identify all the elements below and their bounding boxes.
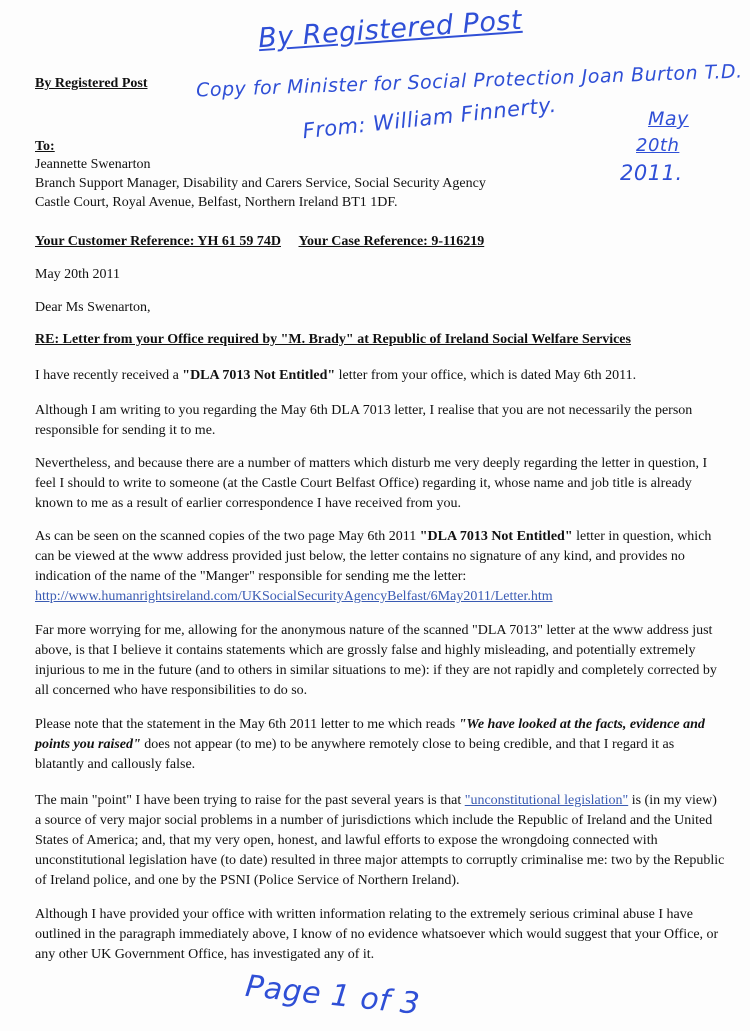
handwritten-date-year: 2011. (620, 161, 683, 185)
paragraph-6: Please note that the statement in the May 6th 2011 letter to me which reads "We have looked at the facts, evidence and points you raised" does not appear (to me) to be anywhere remotely close to being credible, and that I regard it as blatantly and callously false. (35, 717, 705, 772)
handwritten-copy-note: Copy for Minister for Social Protection Joan Burton T.D. (195, 60, 744, 102)
handwritten-page-number: Page 1 of 3 (243, 968, 422, 1023)
letter-scan-link[interactable]: http://www.humanrightsireland.com/UKSocialSecurityAgencyBelfast/6May2011/Letter.htm (35, 589, 553, 604)
handwritten-date-day: 20th (636, 135, 680, 156)
paragraph-7: The main "point" I have been trying to raise for the past several years is that "unconstitutional legislation" is (in my view) a source of very major social problems in a number of jurisdictions which include the Republic of Ireland and the United States of America; and, that my very open, honest, and lawful efforts to expose the wrongdoing connected with unconstitutional legislation have (to date) resulted in three major attempts to corruptly criminalise me: two by the Republic of Ireland police, and one by the PSNI (Police Service of Northern Ireland). (35, 793, 725, 888)
case-reference: Your Case Reference: 9-116219 (298, 234, 485, 249)
unconstitutional-legislation-link[interactable]: "unconstitutional legislation" (464, 793, 629, 808)
subject-line: RE: Letter from your Office required by "M. Brady" at Republic of Ireland Social Welfare Services (35, 332, 631, 347)
paragraph-1: I have recently received a "DLA 7013 Not Entitled" letter from your office, which is dated May 6th 2011. (35, 368, 637, 383)
paragraph-3: Nevertheless, and because there are a number of matters which disturb me very deeply regarding the letter in question, I feel I should to write to someone (at the Castle Court Belfast Office) regarding it, whose name and job title is already known to me as a result of earlier correspondence I have received from you. (35, 456, 708, 511)
paragraph-8: Although I have provided your office with written information relating to the extremely serious criminal abuse I have outlined in the paragraph immediately above, I know of no evidence whatsoever which would suggest that your Office, or any other UK Government Office, has investigated any of it. (35, 907, 719, 962)
paragraph-5: Far more worrying for me, allowing for the anonymous nature of the scanned "DLA 7013" letter at the www address just above, is that I believe it contains statements which are grossly false and highly misleading, and potentially extremely injurious to me in the future (and to others in similar situations to me): if they are not rapidly and completely corrected by all concerned who have responsibilities to do so. (35, 623, 717, 698)
letter-date: May 20th 2011 (35, 267, 121, 282)
handwritten-date-month: May (648, 108, 689, 130)
handwritten-header: By Registered Post (257, 4, 524, 55)
reference-line (35, 232, 725, 252)
handwritten-from-note: From: William Finnerty. (301, 92, 558, 144)
customer-reference: Your Customer Reference: YH 61 59 74D (35, 234, 281, 249)
salutation: Dear Ms Swenarton, (35, 300, 151, 315)
registered-post-heading: By Registered Post (35, 76, 148, 91)
to-label: To: (35, 139, 55, 154)
paragraph-2: Although I am writing to you regarding the May 6th DLA 7013 letter, I realise that you are not necessarily the person responsible for sending it to me. (35, 403, 693, 438)
paragraph-4: As can be seen on the scanned copies of the two page May 6th 2011 "DLA 7013 Not Entitled" letter in question, which can be viewed at the www address provided just below, the letter contains no signature of any kind, and provides no indication of the name of the "Manger" responsible for sending me the letter: http://www.humanrightsireland.com/UKSocialSecurityAgencyBelfast/6May2011/Letter.htm (35, 529, 712, 604)
recipient-name: Jeannette Swenarton (35, 157, 151, 172)
recipient-title: Branch Support Manager, Disability and Carers Service, Social Security Agency (35, 176, 486, 191)
recipient-address: Castle Court, Royal Avenue, Belfast, Northern Ireland BT1 1DF. (35, 195, 398, 210)
